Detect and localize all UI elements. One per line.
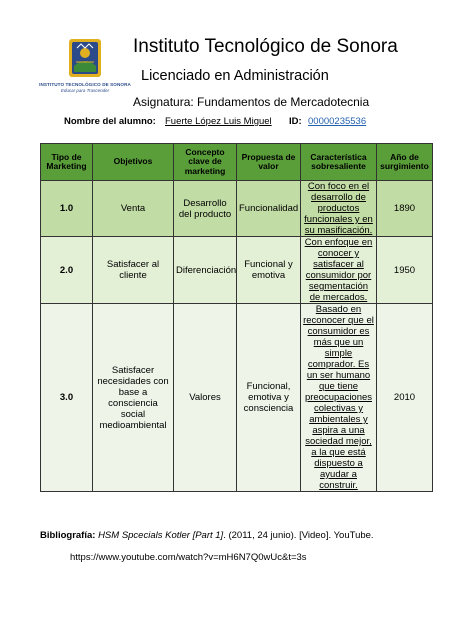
header-value: Propuesta de valor bbox=[237, 144, 301, 181]
cell-feature bbox=[301, 237, 377, 304]
bibliography-details: . (2011, 24 junio). [Video]. YouTube. bbox=[223, 530, 374, 541]
bibliography-title: HSM Spcecials Kotler [Part 1] bbox=[98, 530, 224, 541]
student-id-value: 00000235536 bbox=[308, 116, 367, 127]
cell-objective: Venta bbox=[93, 181, 174, 237]
logo-motto-text: Educar para Trascender bbox=[60, 88, 110, 93]
cell-feature-text: Basado en reconocer que el consumidor es más que un simple comprador. Es un ser humano que tiene preocupaciones colectivas y ambientales y aspira a una sociedad mejor, a la que está dispuesto a ayudar a construir. bbox=[303, 304, 374, 491]
career-title: Licenciado en Administración bbox=[141, 68, 329, 84]
cell-concept: Diferenciación bbox=[174, 237, 237, 304]
header-year: Año de surgimiento bbox=[377, 144, 433, 181]
table-row bbox=[41, 181, 433, 237]
cell-year: 1890 bbox=[377, 181, 433, 237]
cell-value: Funcional, emotiva y consciencia bbox=[237, 304, 301, 492]
marketing-table bbox=[40, 143, 433, 492]
logo-institution-text: INSTITUTO TECNOLÓGICO DE SONORA bbox=[39, 82, 131, 87]
table-row bbox=[41, 304, 433, 492]
cell-type: 3.0 bbox=[41, 304, 93, 492]
cell-feature-text: Con foco en el desarrollo de productos funcionales y en su masificación. bbox=[304, 181, 373, 236]
cell-type: 2.0 bbox=[41, 237, 93, 304]
bibliography bbox=[40, 530, 374, 541]
bibliography-label: Bibliografía: bbox=[40, 530, 96, 541]
cell-value: Funcional y emotiva bbox=[237, 237, 301, 304]
cell-year: 2010 bbox=[377, 304, 433, 492]
student-name-label: Nombre del alumno: bbox=[64, 116, 156, 127]
itson-emblem-icon bbox=[36, 38, 134, 82]
cell-value: Funcionalidad bbox=[237, 181, 301, 237]
header-concept: Concepto clave de marketing bbox=[174, 144, 237, 181]
bibliography-url[interactable]: https://www.youtube.com/watch?v=mH6N7Q0wUc&t=3s bbox=[70, 552, 307, 563]
itson-logo bbox=[36, 38, 134, 98]
student-id-label: ID: bbox=[289, 116, 302, 127]
cell-feature bbox=[301, 181, 377, 237]
student-name-value: Fuerte López Luis Miguel bbox=[165, 116, 272, 127]
cell-feature-text: Con enfoque en conocer y satisfacer al consumidor por segmentación de mercados. bbox=[304, 237, 373, 303]
header-feature: Característica sobresaliente bbox=[301, 144, 377, 181]
header-type: Tipo de Marketing bbox=[41, 144, 93, 181]
cell-type: 1.0 bbox=[41, 181, 93, 237]
cell-year: 1950 bbox=[377, 237, 433, 304]
cell-objective: Satisfacer al cliente bbox=[93, 237, 174, 304]
table-row bbox=[41, 237, 433, 304]
header-objectives: Objetivos bbox=[93, 144, 174, 181]
table-header-row bbox=[41, 144, 433, 181]
cell-concept: Valores bbox=[174, 304, 237, 492]
cell-feature bbox=[301, 304, 377, 492]
cell-concept: Desarrollo del producto bbox=[174, 181, 237, 237]
student-info bbox=[64, 116, 384, 130]
institution-title: Instituto Tecnológico de Sonora bbox=[133, 36, 398, 57]
subject-title: Asignatura: Fundamentos de Mercadotecnia bbox=[133, 95, 370, 109]
cell-objective: Satisfacer necesidades con base a consciencia social medioambiental bbox=[93, 304, 174, 492]
